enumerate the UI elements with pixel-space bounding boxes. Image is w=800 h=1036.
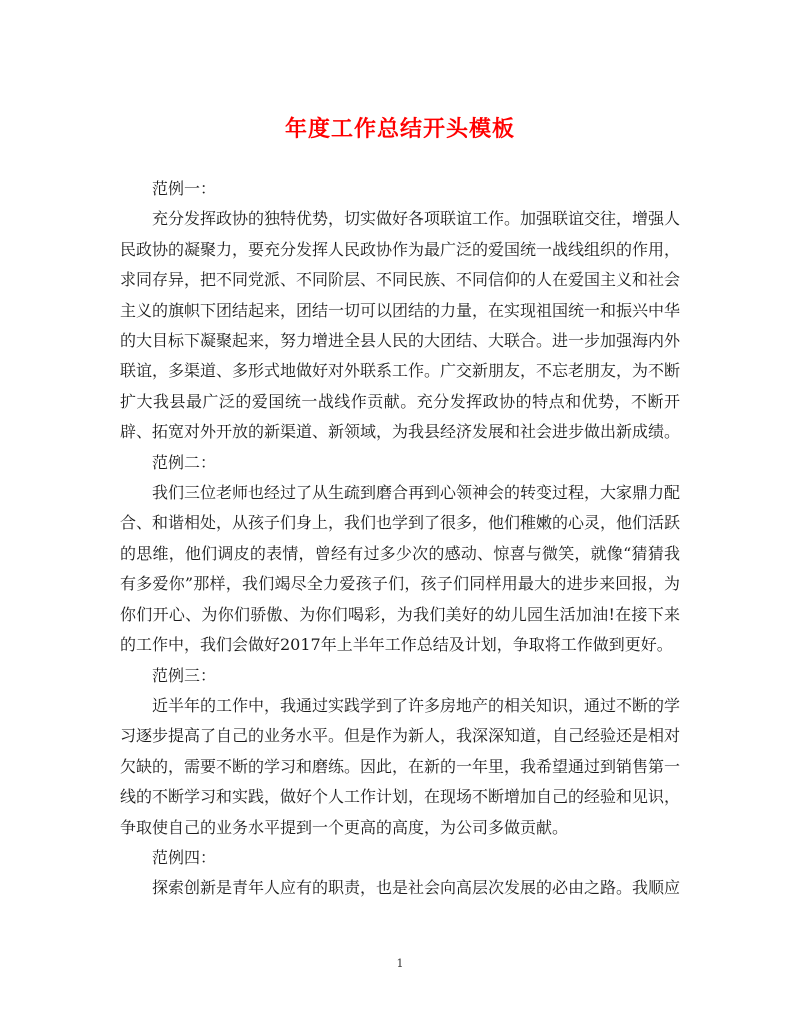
example-paragraph-2: 我们三位老师也经过了从生疏到磨合再到心领神会的转变过程，大家鼎力配合、和谐相处，从孩子们身上，我们也学到了很多，他们稚嫩的心灵，他们活跃的思维，他们调皮的表情，曾经有过多少次的感动、惊喜与微笑，就像“猜猜我有多爱你”那样，我们竭尽全力爱孩子们，孩子们同样用最大的进步来回报，为你们开心、为你们骄傲、为你们喝彩，为我们美好的幼儿园生活加油!在接下来的工作中，我们会做好2017年上半年工作总结及计划，争取将工作做到更好。 — [120, 483, 681, 655]
document-title: 年度工作总结开头模板 — [284, 116, 515, 142]
example-heading-4: 范例四： — [152, 847, 217, 867]
example-heading-2: 范例二： — [152, 452, 217, 472]
example-paragraph-3: 近半年的工作中，我通过实践学到了许多房地产的相关知识，通过不断的学习逐步提高了自己的业务水平。但是作为新人，我深深知道，自己经验还是相对欠缺的，需要不断的学习和磨练。因此，在新的一年里，我希望通过到销售第一线的不断学习和实践，做好个人工作计划，在现场不断增加自己的经验和见识，争取使自己的业务水平提到一个更高的高度，为公司多做贡献。 — [120, 695, 681, 837]
example-paragraph-4: 探索创新是青年人应有的职责，也是社会向高层次发展的必由之路。我顺应 — [152, 878, 681, 898]
example-heading-3: 范例三： — [152, 665, 217, 685]
example-paragraph-1: 充分发挥政协的独特优势，切实做好各项联谊工作。加强联谊交往，增强人民政协的凝聚力，要充分发挥人民政协作为最广泛的爱国统一战线组织的作用，求同存异，把不同党派、不同阶层、不同民族、不同信仰的人在爱国主义和社会主义的旗帜下团结起来，团结一切可以团结的力量，在实现祖国统一和振兴中华的大目标下凝聚起来，努力增进全县人民的大团结、大联合。进一步加强海内外联谊，多渠道、多形式地做好对外联系工作。广交新朋友，不忘老朋友，为不断扩大我县最广泛的爱国统一战线作贡献。充分发挥政协的特点和优势，不断开辟、拓宽对外开放的新渠道、新领域，为我县经济发展和社会进步做出新成绩。 — [120, 209, 681, 442]
document-body — [120, 174, 680, 904]
example-heading-1: 范例一： — [152, 179, 217, 198]
page-number: 1 — [396, 957, 404, 970]
